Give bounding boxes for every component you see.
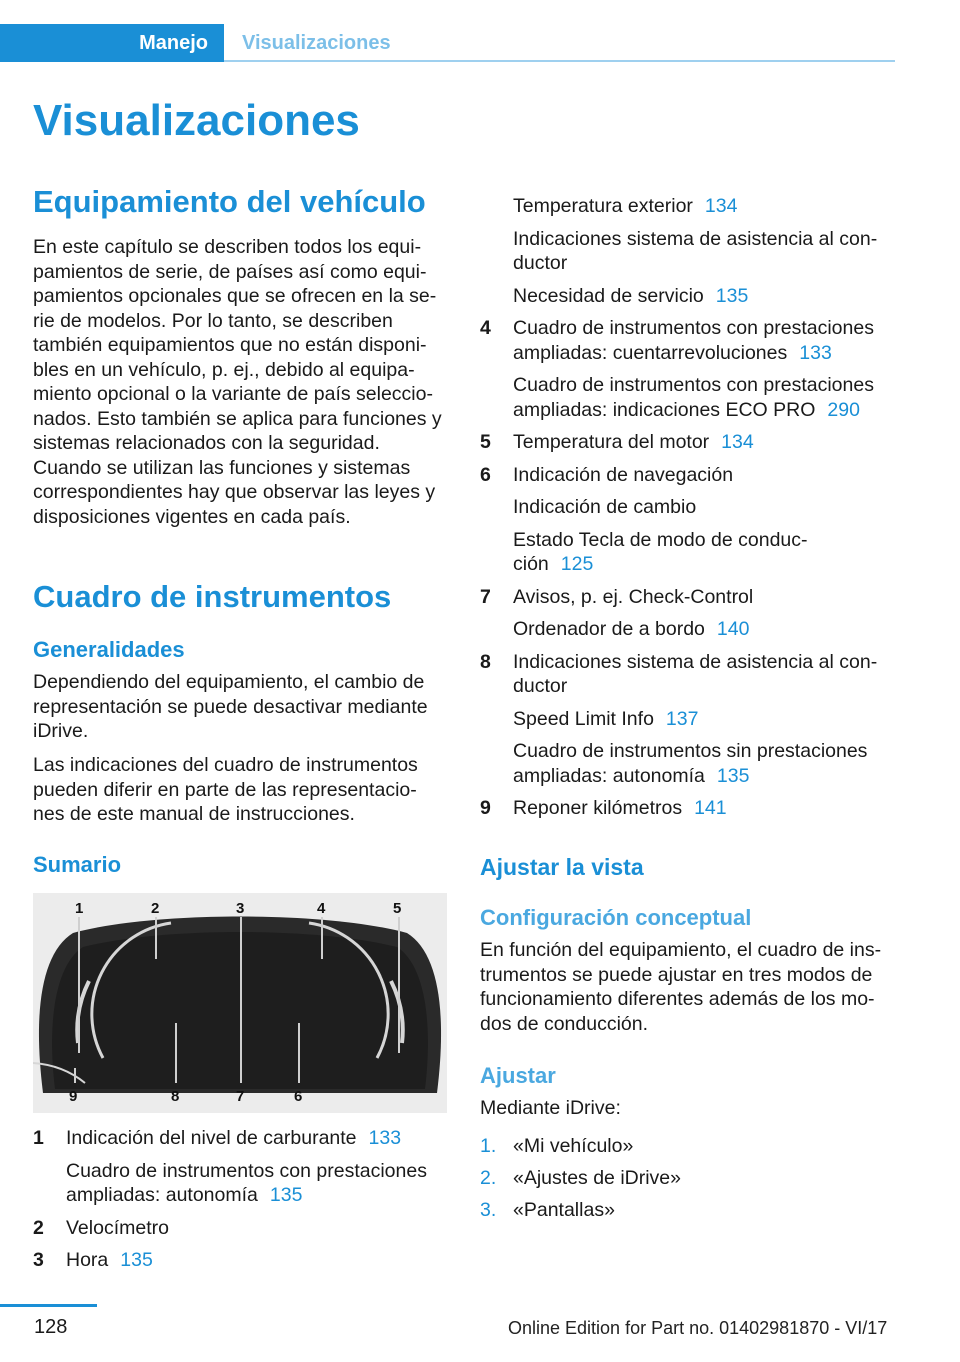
page-ref-link[interactable]: 133 xyxy=(368,1127,402,1149)
legend-text: ampliadas: autonomía xyxy=(513,764,705,787)
page-title: Visualizaciones xyxy=(33,96,360,145)
page-ref-link[interactable]: 135 xyxy=(120,1249,153,1271)
text-line: miento opcional o la variante de país seleccio- xyxy=(33,383,433,405)
page-ref-link[interactable]: 290 xyxy=(827,398,860,421)
step-item xyxy=(480,1134,681,1159)
callout-2: 2 xyxy=(151,900,160,917)
legend-number: 7 xyxy=(480,585,491,608)
legend-text: ción xyxy=(513,553,549,575)
step-text: «Mi vehículo» xyxy=(513,1135,634,1157)
legend-text: ampliadas: indicaciones ECO PRO xyxy=(513,398,816,421)
legend-item xyxy=(480,430,900,455)
step-text: «Pantallas» xyxy=(513,1199,615,1221)
legend-text: Cuadro de instrumentos con prestaciones xyxy=(513,374,874,396)
step-number: 2. xyxy=(480,1167,497,1189)
text-line: Dependiendo del equipamiento, el cambio de xyxy=(33,671,425,693)
tab-visualizaciones[interactable]: Visualizaciones xyxy=(242,31,391,54)
callout-7: 7 xyxy=(236,1088,245,1105)
ajustar-intro: Mediante iDrive: xyxy=(480,1097,621,1119)
callout-5: 5 xyxy=(393,900,402,917)
page-ref-link[interactable]: 134 xyxy=(721,431,754,453)
subheading-ajustar: Ajustar xyxy=(480,1063,556,1088)
page-ref-link[interactable]: 135 xyxy=(269,1184,303,1206)
text-line: disposiciones vigentes en cada país. xyxy=(33,505,351,528)
legend-text: Cuadro de instrumentos sin prestaciones xyxy=(513,740,868,762)
legend-number: 3 xyxy=(33,1249,44,1271)
section-heading-ajustar-vista: Ajustar la vista xyxy=(480,854,644,880)
page-ref-link[interactable]: 125 xyxy=(560,553,594,575)
legend-text: Temperatura exterior xyxy=(513,195,693,217)
legend-item xyxy=(480,650,900,789)
legend-number: 6 xyxy=(480,463,491,486)
callout-6: 6 xyxy=(294,1088,303,1105)
text-line: rie de modelos. Por lo tanto, se describen xyxy=(33,309,393,332)
legend-item xyxy=(33,1126,427,1208)
legend-text: Velocímetro xyxy=(66,1216,169,1239)
text-line: nes de este manual de instrucciones. xyxy=(33,803,355,825)
equipamiento-paragraph xyxy=(33,235,451,529)
step-item xyxy=(480,1198,681,1223)
text-line: En este capítulo se describen todos los equi- xyxy=(33,236,422,258)
steps-list xyxy=(480,1134,681,1230)
page-ref-link[interactable]: 133 xyxy=(799,341,832,364)
legend-list-left xyxy=(33,1126,427,1281)
legend-text: Indicaciones sistema de asistencia al con- xyxy=(513,650,878,673)
legend-text: Estado Tecla de modo de conduc- xyxy=(513,528,808,551)
generalidades-paragraph-2 xyxy=(33,753,451,827)
chapter-header xyxy=(0,24,895,62)
text-line: iDrive. xyxy=(33,720,89,742)
legend-text: Avisos, p. ej. Check-Control xyxy=(513,585,754,608)
text-line: correspondientes hay que observar las leyes y xyxy=(33,481,436,503)
page-ref-link[interactable]: 140 xyxy=(716,618,750,640)
legend-text: Indicación de navegación xyxy=(513,463,734,486)
legend-number: 5 xyxy=(480,431,491,453)
legend-item-continued xyxy=(480,194,900,308)
subheading-sumario: Sumario xyxy=(33,852,122,877)
generalidades-paragraph-1 xyxy=(33,670,451,744)
step-item xyxy=(480,1166,681,1191)
section-heading-equipamiento: Equipamiento del vehículo xyxy=(33,184,426,219)
header-rule xyxy=(224,60,895,62)
text-line: pueden diferir en parte de las representacio- xyxy=(33,778,417,801)
legend-text: Speed Limit Info xyxy=(513,707,654,730)
legend-text: Cuadro de instrumentos con prestaciones xyxy=(513,317,874,339)
legend-text: Hora xyxy=(66,1249,109,1271)
legend-text: ampliadas: cuentarrevoluciones xyxy=(513,341,788,364)
subheading-configuracion: Configuración conceptual xyxy=(480,905,752,930)
edition-note: Online Edition for Part no. 01402981870 - VI/17 xyxy=(508,1318,888,1338)
legend-text: ductor xyxy=(513,252,568,274)
page-ref-link[interactable]: 135 xyxy=(716,764,750,787)
legend-number: 2 xyxy=(33,1216,44,1239)
step-number: 1. xyxy=(480,1135,497,1157)
instrument-cluster-diagram xyxy=(33,893,447,1113)
legend-item xyxy=(480,463,900,577)
legend-text: Cuadro de instrumentos con prestaciones xyxy=(66,1159,427,1182)
text-line: funcionamiento diferentes además de los mo- xyxy=(480,988,875,1010)
legend-text: Indicación del nivel de carburante xyxy=(66,1127,357,1149)
configuracion-paragraph xyxy=(480,938,900,1036)
text-line: trumentos se puede ajustar en tres modos de xyxy=(480,963,873,986)
tab-manejo[interactable]: Manejo xyxy=(0,24,224,62)
callout-9: 9 xyxy=(69,1088,78,1105)
subheading-generalidades: Generalidades xyxy=(33,637,185,662)
text-line: también equipamientos que no están disponi- xyxy=(33,334,427,356)
text-line: En función del equipamiento, el cuadro de ins- xyxy=(480,939,882,961)
legend-number: 8 xyxy=(480,650,491,673)
step-text: «Ajustes de iDrive» xyxy=(513,1167,681,1189)
page-ref-link[interactable]: 137 xyxy=(665,707,699,730)
legend-number: 4 xyxy=(480,317,491,339)
legend-number: 1 xyxy=(33,1127,44,1149)
legend-number: 9 xyxy=(480,797,491,819)
legend-text: Ordenador de a bordo xyxy=(513,618,705,640)
legend-item xyxy=(480,585,900,642)
step-number: 3. xyxy=(480,1199,497,1221)
page-number: 128 xyxy=(34,1316,68,1338)
legend-text: Necesidad de servicio xyxy=(513,284,704,307)
legend-text: ductor xyxy=(513,675,568,697)
legend-text: Reponer kilómetros xyxy=(513,797,683,819)
page-ref-link[interactable]: 134 xyxy=(704,195,738,217)
legend-text: Temperatura del motor xyxy=(513,431,710,453)
text-line: sistemas relacionados con la seguridad. xyxy=(33,432,380,454)
legend-item xyxy=(480,796,900,821)
legend-text: Indicaciones sistema de asistencia al con- xyxy=(513,227,878,250)
page-ref-link[interactable]: 135 xyxy=(715,284,749,307)
instrument-cluster-figure xyxy=(33,893,447,1113)
legend-list-right xyxy=(480,194,900,829)
legend-text: Indicación de cambio xyxy=(513,496,697,518)
legend-item xyxy=(480,316,900,422)
legend-item xyxy=(33,1216,427,1241)
text-line: Cuando se utilizan las funciones y sistemas xyxy=(33,456,411,479)
legend-text: ampliadas: autonomía xyxy=(66,1184,258,1206)
text-line: pamientos opcionales que se ofrecen en la se- xyxy=(33,285,437,307)
text-line: dos de conducción. xyxy=(480,1012,649,1035)
footer-rule xyxy=(0,1304,97,1307)
page-ref-link[interactable]: 141 xyxy=(694,797,727,819)
text-line: representación se puede desactivar mediante xyxy=(33,695,428,718)
section-heading-cuadro: Cuadro de instrumentos xyxy=(33,579,392,614)
callout-4: 4 xyxy=(317,900,326,917)
text-line: Las indicaciones del cuadro de instrumentos xyxy=(33,754,418,776)
text-line: nados. Esto también se aplica para funciones y xyxy=(33,407,442,430)
callout-3: 3 xyxy=(236,900,245,917)
text-line: pamientos de serie, de países así como equi- xyxy=(33,260,427,283)
callout-1: 1 xyxy=(75,900,84,917)
callout-8: 8 xyxy=(171,1088,180,1105)
text-line: bles en un vehículo, p. ej., debido al equipa- xyxy=(33,358,415,381)
legend-item xyxy=(33,1248,427,1273)
